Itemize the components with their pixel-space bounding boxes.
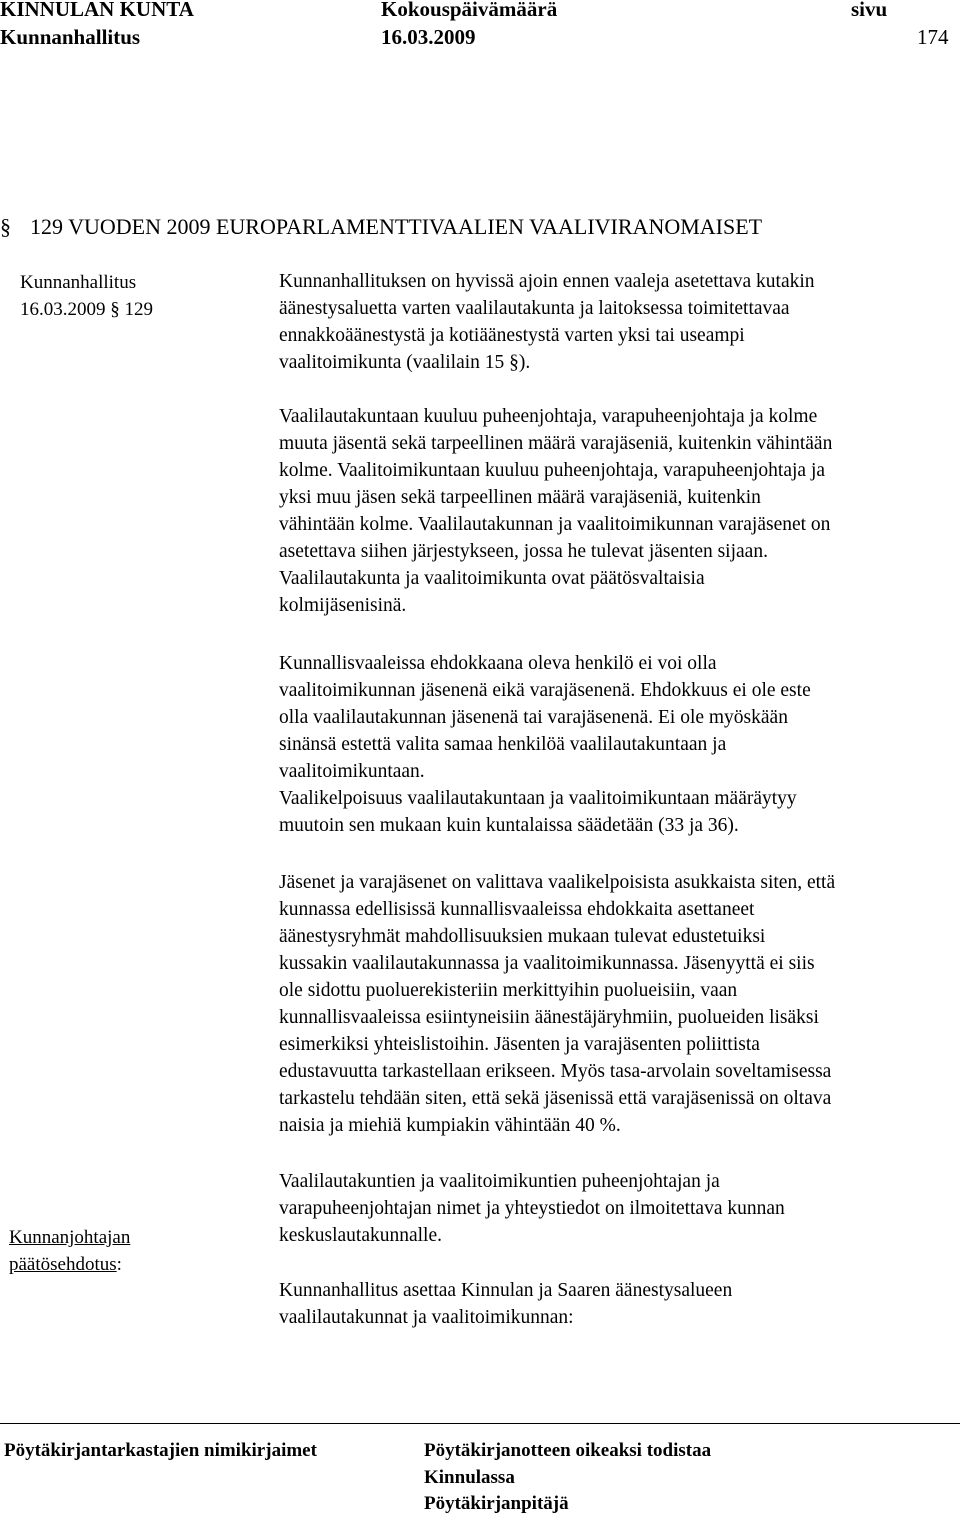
- text-line: Vaalilautakuntien ja vaalitoimikuntien puheenjohtajan ja: [279, 1171, 720, 1192]
- text-line: asetettava siihen järjestykseen, jossa he tulevat jäsenten sijaan.: [279, 541, 768, 562]
- proposal-label-line1: Kunnanjohtajan: [9, 1227, 131, 1248]
- text-line: vähintään kolme. Vaalilautakunnan ja vaalitoimikunnan varajäsenet on: [279, 514, 831, 535]
- header-body: Kunnanhallitus: [0, 25, 141, 49]
- text-line: kolmijäsenisinä.: [279, 595, 407, 616]
- proposal-label-line2-wrap: [9, 1252, 122, 1277]
- text-line: ole sidottu puoluerekisteriin merkittyihin puolueisiin, vaan: [279, 980, 738, 1001]
- text-line: Kunnallisvaaleissa ehdokkaana oleva henkilö ei voi olla: [279, 653, 717, 674]
- footer-secretary-label: Pöytäkirjanpitäjä: [424, 1493, 569, 1514]
- text-line: vaalitoimikunnan jäsenenä eikä varajäsenenä. Ehdokkuus ei ole este: [279, 680, 811, 701]
- text-line: Kunnanhallitus asettaa Kinnulan ja Saaren äänestysalueen: [279, 1280, 733, 1301]
- text-line: kunnassa edellisissä kunnallisvaaleissa ehdokkaita asettaneet: [279, 899, 755, 920]
- text-line: muuta jäsentä sekä tarpeellinen määrä varajäseniä, kuitenkin vähintään: [279, 433, 833, 454]
- text-line: Kunnanhallituksen on hyvissä ajoin ennen vaaleja asetettava kutakin: [279, 271, 815, 292]
- text-line: vaalitoimikunta (vaalilain 15 §).: [279, 352, 531, 373]
- text-line: muutoin sen mukaan kuin kuntalaissa säädetään (33 ja 36).: [279, 815, 739, 836]
- item-title: 129 VUODEN 2009 EUROPARLAMENTTIVAALIEN VAALIVIRANOMAISET: [30, 214, 763, 239]
- header-page-number: 174: [917, 25, 949, 49]
- header-date: 16.03.2009: [381, 25, 476, 49]
- text-line: Jäsenet ja varajäsenet on valittava vaalikelpoisista asukkaista siten, että: [279, 872, 836, 893]
- item-title-row: [0, 213, 762, 241]
- text-line: keskuslautakunnalle.: [279, 1225, 442, 1246]
- text-line: naisia ja miehiä kumpiakin vähintään 40 %.: [279, 1115, 621, 1136]
- text-line: olla vaalilautakunnan jäsenenä tai varajäsenenä. Ei ole myöskään: [279, 707, 788, 728]
- text-line: vaalilautakunnat ja vaalitoimikunnan:: [279, 1307, 574, 1328]
- text-line: edustavuutta tarkastellaan erikseen. Myös tasa-arvolain soveltamisessa: [279, 1061, 832, 1082]
- footer-initials-label: Pöytäkirjantarkastajien nimikirjaimet: [4, 1440, 317, 1461]
- paragraph-6: [279, 1277, 959, 1331]
- paragraph-2: [279, 403, 959, 619]
- text-line: esimerkiksi yhteislistoihin. Jäsenten ja varajäsenten poliittista: [279, 1034, 760, 1055]
- text-line: sinänsä estettä valita samaa henkilöä vaalilautakuntaan ja: [279, 734, 727, 755]
- proposal-label-line2: päätösehdotus: [9, 1254, 117, 1275]
- section-sign-icon: §: [0, 214, 11, 239]
- text-line: kussakin vaalilautakunnassa ja vaalitoimikunnassa. Jäsenyyttä ei siis: [279, 953, 815, 974]
- text-line: kolme. Vaalitoimikuntaan kuuluu puheenjohtaja, varapuheenjohtaja ja: [279, 460, 826, 481]
- item-ref-date: 16.03.2009 § 129: [20, 299, 153, 320]
- text-line: Vaalilautakunta ja vaalitoimikunta ovat päätösvaltaisia: [279, 568, 705, 589]
- item-ref-body: Kunnanhallitus: [20, 272, 137, 293]
- text-line: ennakkoäänestystä ja kotiäänestystä varten yksi tai useampi: [279, 325, 745, 346]
- header-page-label: sivu: [851, 0, 888, 21]
- paragraph-5: [279, 1168, 959, 1249]
- header-meeting-date-label: Kokouspäivämäärä: [381, 0, 558, 21]
- paragraph-3: [279, 650, 959, 839]
- paragraph-4: [279, 869, 959, 1139]
- header-org: KINNULAN KUNTA: [0, 0, 194, 21]
- text-line: tarkastelu tehdään siten, että sekä jäsenissä että varajäsenissä on oltava: [279, 1088, 832, 1109]
- proposal-label-colon: :: [116, 1254, 122, 1275]
- footer-certification-label: Pöytäkirjanotteen oikeaksi todistaa: [424, 1440, 712, 1461]
- paragraph-1: [279, 268, 959, 376]
- text-line: varapuheenjohtajan nimet ja yhteystiedot on ilmoitettava kunnan: [279, 1198, 785, 1219]
- text-line: kunnallisvaaleissa esiintyneisiin äänestäjäryhmiin, puolueiden lisäksi: [279, 1007, 819, 1028]
- text-line: yksi muu jäsen sekä tarpeellinen määrä varajäseniä, kuitenkin: [279, 487, 761, 508]
- text-line: Vaalilautakuntaan kuuluu puheenjohtaja, varapuheenjohtaja ja kolme: [279, 406, 818, 427]
- footer-place: Kinnulassa: [424, 1467, 515, 1488]
- text-line: äänestysryhmät mahdollisuuksien mukaan tulevat edustetuiksi: [279, 926, 766, 947]
- text-line: vaalitoimikuntaan.: [279, 761, 425, 782]
- text-line: Vaalikelpoisuus vaalilautakuntaan ja vaalitoimikuntaan määräytyy: [279, 788, 797, 809]
- text-line: äänestysaluetta varten vaalilautakunta ja laitoksessa toimitettavaa: [279, 298, 790, 319]
- footer-divider: [0, 1423, 960, 1424]
